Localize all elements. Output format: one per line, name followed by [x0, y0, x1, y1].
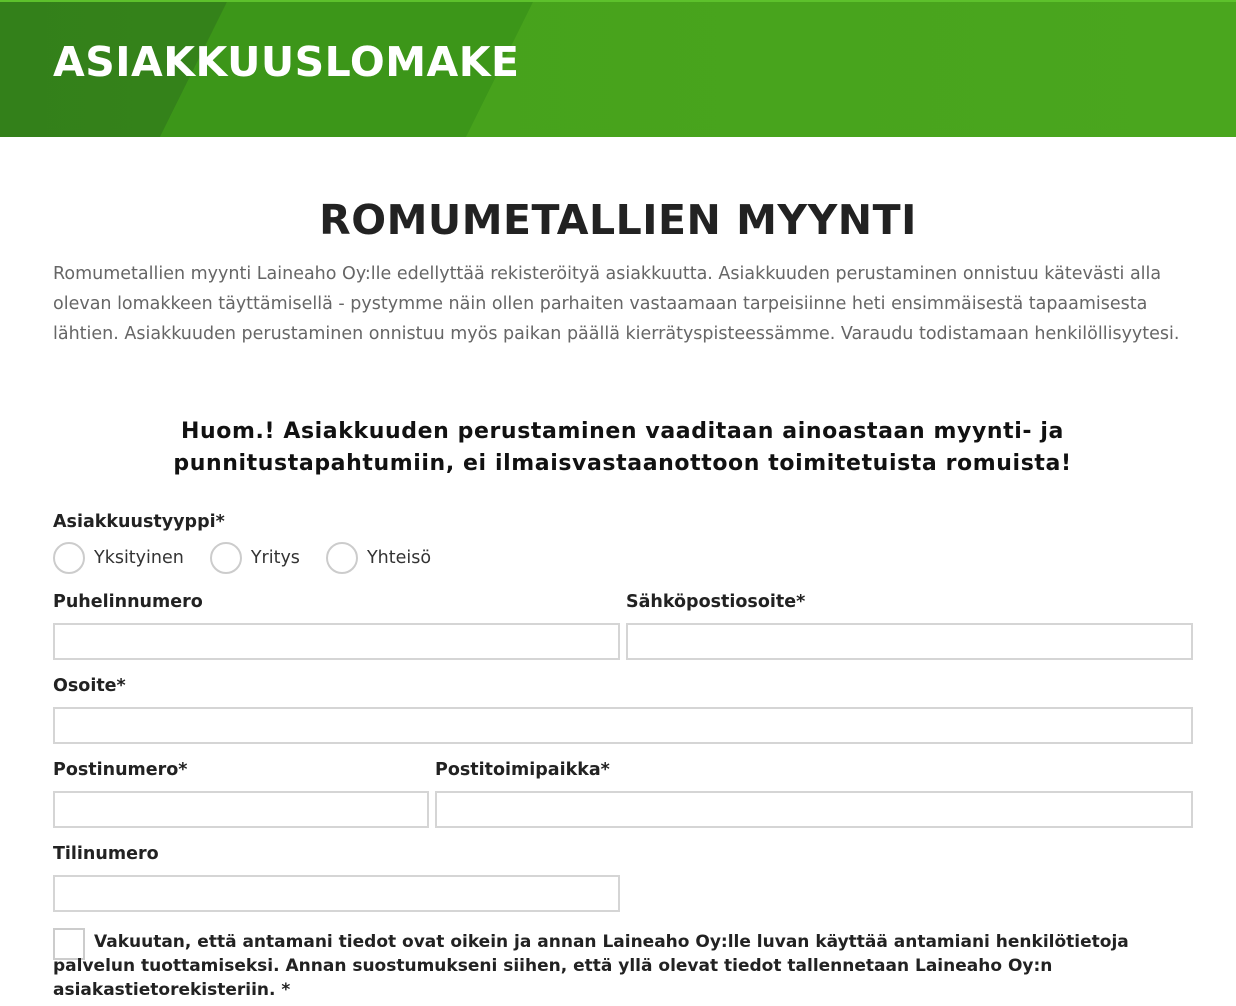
- postal-code-input[interactable]: [53, 791, 429, 828]
- radio-option-yhteiso[interactable]: [326, 542, 431, 574]
- email-label: Sähköpostiosoite*: [626, 592, 806, 612]
- account-label: Tilinumero: [53, 844, 159, 864]
- customer-type-radio-group: [53, 541, 457, 575]
- consent-text: Vakuutan, että antamani tiedot ovat oikein ja annan Laineaho Oy:lle luvan käyttää antamiani henkilötietoja palvelun tuottamiseksi. Annan suostumukseni siihen, että yllä olevat tiedot tallennetaan Laineaho Oy:n asiakastietorekisteriin. *: [53, 932, 1129, 1000]
- page-header: [0, 0, 1236, 137]
- radio-label-yksityinen: Yksityinen: [94, 548, 184, 568]
- radio-label-yhteiso: Yhteisö: [366, 548, 432, 568]
- customer-type-label: Asiakkuustyyppi*: [53, 512, 225, 532]
- radio-yritys[interactable]: [210, 542, 242, 574]
- address-label: Osoite*: [53, 676, 126, 696]
- radio-option-yritys[interactable]: [210, 542, 300, 574]
- radio-label-yritys: Yritys: [250, 548, 300, 568]
- notice-text: Huom.! Asiakkuuden perustaminen vaaditaan ainoastaan myynti- ja punnitustapahtumiin, ei ilmaisvastaanottoon toimitetuista romuista!: [173, 419, 1072, 476]
- header-topline: [0, 0, 1236, 2]
- radio-yhteiso[interactable]: [326, 542, 358, 574]
- email-input[interactable]: [626, 623, 1193, 660]
- phone-label: Puhelinnumero: [53, 592, 203, 612]
- city-label: Postitoimipaikka*: [435, 760, 610, 780]
- radio-yksityinen[interactable]: [53, 542, 85, 574]
- phone-input[interactable]: [53, 623, 620, 660]
- radio-option-yksityinen[interactable]: [53, 542, 184, 574]
- intro-text: Romumetallien myynti Laineaho Oy:lle edellyttää rekisteröityä asiakkuutta. Asiakkuuden perustaminen onnistuu kätevästi alla olevan lomakkeen täyttämisellä - pystymme näin ollen parhaiten vastaamaan tarpeisiinne heti ensimmäisestä tapaamisesta lähtien. Asiakkuuden perustaminen onnistuu myös paikan päällä kierrätyspisteessämme. Varaudu todistamaan henkilöllisyytesi.: [53, 264, 1180, 344]
- header-title: ASIAKKUUSLOMAKE: [53, 38, 520, 86]
- account-input[interactable]: [53, 875, 620, 912]
- address-input[interactable]: [53, 707, 1193, 744]
- postal-code-label: Postinumero*: [53, 760, 188, 780]
- city-input[interactable]: [435, 791, 1193, 828]
- page-title: ROMUMETALLIEN MYYNTI: [319, 196, 917, 244]
